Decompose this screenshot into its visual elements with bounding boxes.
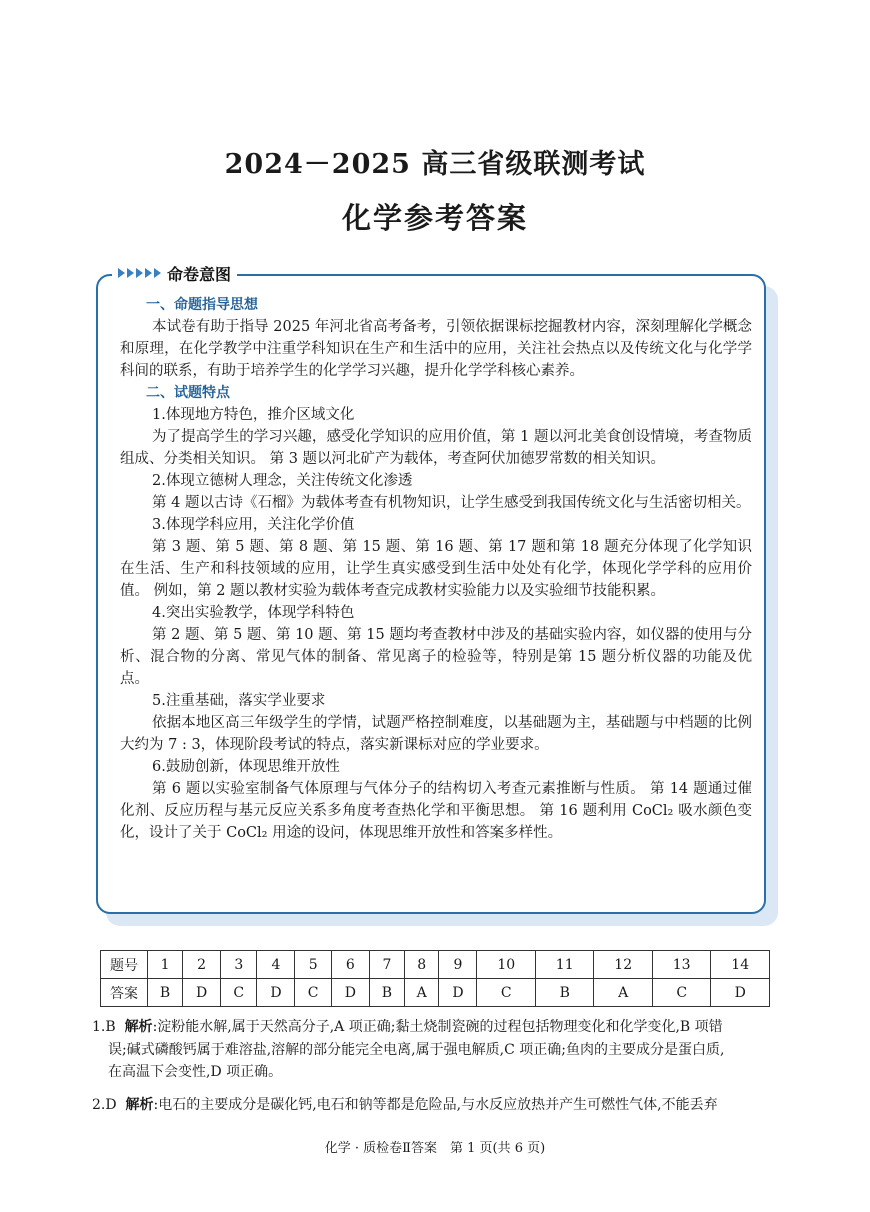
feature-body: 依据本地区高三年级学生的学情，试题严格控制难度，以基础题为主，基础题与中档题的比例大约为 7 : 3，体现阶段考试的特点，落实新课标对应的学业要求。 bbox=[120, 715, 752, 753]
explanation-number: 2.D bbox=[92, 1097, 117, 1113]
feature-title: 4.突出实验教学，体现学科特色 bbox=[152, 605, 355, 621]
explanation-text: 误;碱式磷酸钙属于难溶盐,溶解的部分能完全电离,属于强电解质,C 项正确;鱼肉的主要成分是蛋白质, bbox=[108, 1041, 725, 1058]
answer-cell: D bbox=[183, 979, 221, 1007]
question-number: 6 bbox=[331, 951, 369, 979]
table-row bbox=[101, 951, 770, 979]
document-subtitle: 化学参考答案 bbox=[341, 201, 528, 235]
question-number: 13 bbox=[652, 951, 710, 979]
exam-title: 2024－2025 高三省级联测考试 bbox=[224, 149, 646, 180]
section-body: 本试卷有助于指导 2025 年河北省高考备考，引领依据课标挖掘教材内容，深刻理解化学概念和原理，在化学教学中注重学科知识在生产和生活中的应用，关注社会热点以及传统文化与化学学科间的联系，有助于培养学生的化学学习兴趣，提升化学学科核心素养。 bbox=[120, 319, 752, 379]
explanation-2 bbox=[92, 1094, 782, 1117]
feature-body: 第 4 题以古诗《石榴》为载体考查有机物知识，让学生感受到我国传统文化与生活密切相关。 bbox=[152, 495, 751, 511]
feature-title: 1.体现地方特色，推介区域文化 bbox=[152, 407, 355, 423]
question-number: 10 bbox=[477, 951, 535, 979]
row-label: 题号 bbox=[101, 951, 148, 979]
question-number: 1 bbox=[148, 951, 183, 979]
answer-cell: C bbox=[477, 979, 535, 1007]
explanation-text: :淀粉能水解,属于天然高分子,A 项正确;黏土烧制瓷碗的过程包括物理变化和化学变化,B 项错 bbox=[152, 1019, 723, 1035]
intent-box-label: 命卷意图 bbox=[167, 264, 232, 284]
question-number: 3 bbox=[221, 951, 257, 979]
explanation-keyword: 解析 bbox=[124, 1019, 153, 1035]
feature-body: 第 3 题、第 5 题、第 8 题、第 15 题、第 16 题、第 17 题和第 18 题充分体现了化学知识在生活、生产和科技领域的应用，让学生真实感受到生活中处处有化学，体现化学学科的应用价值。 例如，第 2 题以教材实验为载体考查完成教材实验能力以及实验细节技能积累。 bbox=[120, 539, 752, 599]
feature-body: 为了提高学生的学习兴趣，感受化学知识的应用价值，第 1 题以河北美食创设情境，考查物质组成、分类相关知识。 第 3 题以河北矿产为载体，考查阿伏加德罗常数的相关知识。 bbox=[120, 429, 752, 467]
answer-cell: C bbox=[652, 979, 710, 1007]
section-heading: 一、命题指导思想 bbox=[146, 297, 258, 313]
question-number: 11 bbox=[535, 951, 593, 979]
question-number: 2 bbox=[183, 951, 221, 979]
answer-cell: D bbox=[331, 979, 369, 1007]
question-number: 12 bbox=[594, 951, 652, 979]
feature-title: 3.体现学科应用，关注化学价值 bbox=[152, 517, 355, 533]
answer-cell: C bbox=[221, 979, 257, 1007]
feature-title: 6.鼓励创新，体现思维开放性 bbox=[152, 759, 340, 775]
intent-box-header bbox=[112, 262, 237, 284]
section-heading: 二、试题特点 bbox=[146, 385, 230, 401]
question-number: 8 bbox=[404, 951, 439, 979]
feature-title: 5.注重基础，落实学业要求 bbox=[152, 693, 326, 709]
answer-table bbox=[100, 950, 770, 1007]
question-number: 7 bbox=[369, 951, 404, 979]
feature-title: 2.体现立德树人理念，关注传统文化渗透 bbox=[152, 473, 413, 489]
question-number: 9 bbox=[439, 951, 477, 979]
answer-cell: B bbox=[369, 979, 404, 1007]
page-footer: 化学 · 质检卷Ⅱ答案 第 1 页(共 6 页) bbox=[324, 1141, 546, 1156]
feature-body: 第 2 题、第 5 题、第 10 题、第 15 题均考查教材中涉及的基础实验内容，如仪器的使用与分析、混合物的分离、常见气体的制备、常见离子的检验等，特别是第 15 题分析仪器的功能及优点。 bbox=[120, 627, 752, 687]
table-row bbox=[101, 979, 770, 1007]
answer-cell: A bbox=[404, 979, 439, 1007]
explanation-text: :电石的主要成分是碳化钙,电石和钠等都是危险品,与水反应放热并产生可燃性气体,不能丢弃 bbox=[153, 1097, 718, 1113]
answer-cell: B bbox=[148, 979, 183, 1007]
question-number: 14 bbox=[711, 951, 770, 979]
answer-cell: D bbox=[711, 979, 770, 1007]
feature-body: 第 6 题以实验室制备气体原理与气体分子的结构切入考查元素推断与性质。 第 14 题通过催化剂、反应历程与基元反应关系多角度考查热化学和平衡思想。 第 16 题利用 CoCl₂ 吸水颜色变化，设计了关于 CoCl₂ 用途的设问，体现思维开放性和答案多样性。 bbox=[120, 781, 752, 841]
explanation-1 bbox=[92, 1016, 782, 1084]
arrows-icon bbox=[118, 268, 161, 278]
explanation-number: 1.B bbox=[92, 1019, 116, 1035]
explanation-text: 在高温下会变性,D 项正确。 bbox=[108, 1064, 283, 1080]
row-label: 答案 bbox=[101, 979, 148, 1007]
intent-content bbox=[120, 294, 752, 844]
answer-cell: C bbox=[295, 979, 331, 1007]
question-number: 5 bbox=[295, 951, 331, 979]
answer-cell: D bbox=[257, 979, 295, 1007]
answer-cell: B bbox=[535, 979, 593, 1007]
answer-cell: A bbox=[594, 979, 652, 1007]
answer-cell: D bbox=[439, 979, 477, 1007]
question-number: 4 bbox=[257, 951, 295, 979]
explanation-keyword: 解析 bbox=[125, 1097, 154, 1113]
